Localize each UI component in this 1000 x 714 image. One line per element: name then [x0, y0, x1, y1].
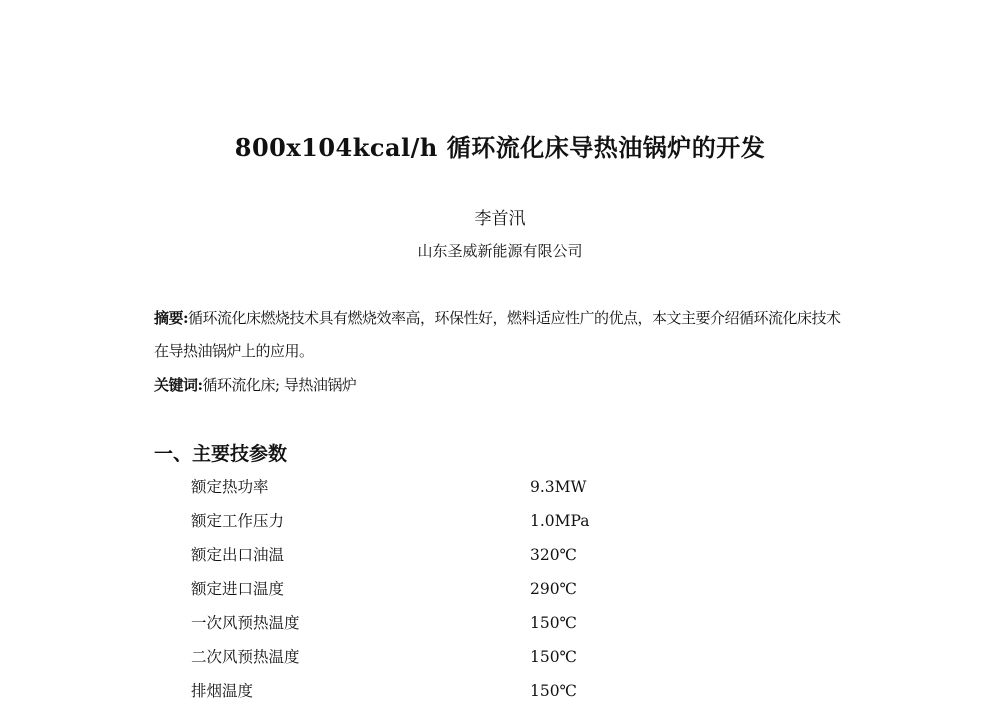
parameter-row — [191, 610, 691, 644]
parameter-name: 额定出口油温 — [191, 546, 285, 564]
parameter-name: 额定热功率 — [191, 478, 269, 496]
parameter-row — [191, 474, 691, 508]
parameter-value: 290℃ — [530, 580, 577, 598]
parameter-value: 150℃ — [530, 648, 577, 666]
parameter-table — [191, 474, 691, 712]
parameter-row — [191, 678, 691, 712]
keywords — [154, 374, 854, 395]
parameter-name: 一次风预热温度 — [191, 614, 300, 632]
parameter-name: 额定工作压力 — [191, 512, 285, 530]
parameter-value: 1.0MPa — [530, 512, 590, 530]
paper-title: 800x104kcal/h 循环流化床导热油锅炉的开发 — [234, 133, 766, 162]
parameter-row — [191, 644, 691, 678]
parameter-value: 150℃ — [530, 614, 577, 632]
author-name: 李首汛 — [474, 209, 526, 229]
author-affiliation: 山东圣威新能源有限公司 — [417, 242, 583, 260]
parameter-row — [191, 576, 691, 610]
parameter-name: 排烟温度 — [191, 682, 254, 700]
parameter-name: 二次风预热温度 — [191, 648, 300, 666]
keywords-text: 循环流化床; 导热油锅炉 — [202, 376, 357, 394]
abstract — [154, 302, 854, 368]
parameter-row — [191, 508, 691, 542]
parameter-row — [191, 542, 691, 576]
section-heading: 一、主要技参数 — [154, 443, 288, 465]
parameter-value: 9.3MW — [530, 478, 587, 496]
parameter-value: 320℃ — [530, 546, 577, 564]
keywords-label: 关键词: — [154, 376, 203, 394]
abstract-text: 循环流化床燃烧技术具有燃烧效率高，环保性好，燃料适应性广的优点，本文主要介绍循环流化床技术在导热油锅炉上的应用。 — [154, 309, 841, 360]
abstract-label: 摘要: — [154, 309, 189, 327]
parameter-value: 150℃ — [530, 682, 577, 700]
parameter-name: 额定进口温度 — [191, 580, 285, 598]
